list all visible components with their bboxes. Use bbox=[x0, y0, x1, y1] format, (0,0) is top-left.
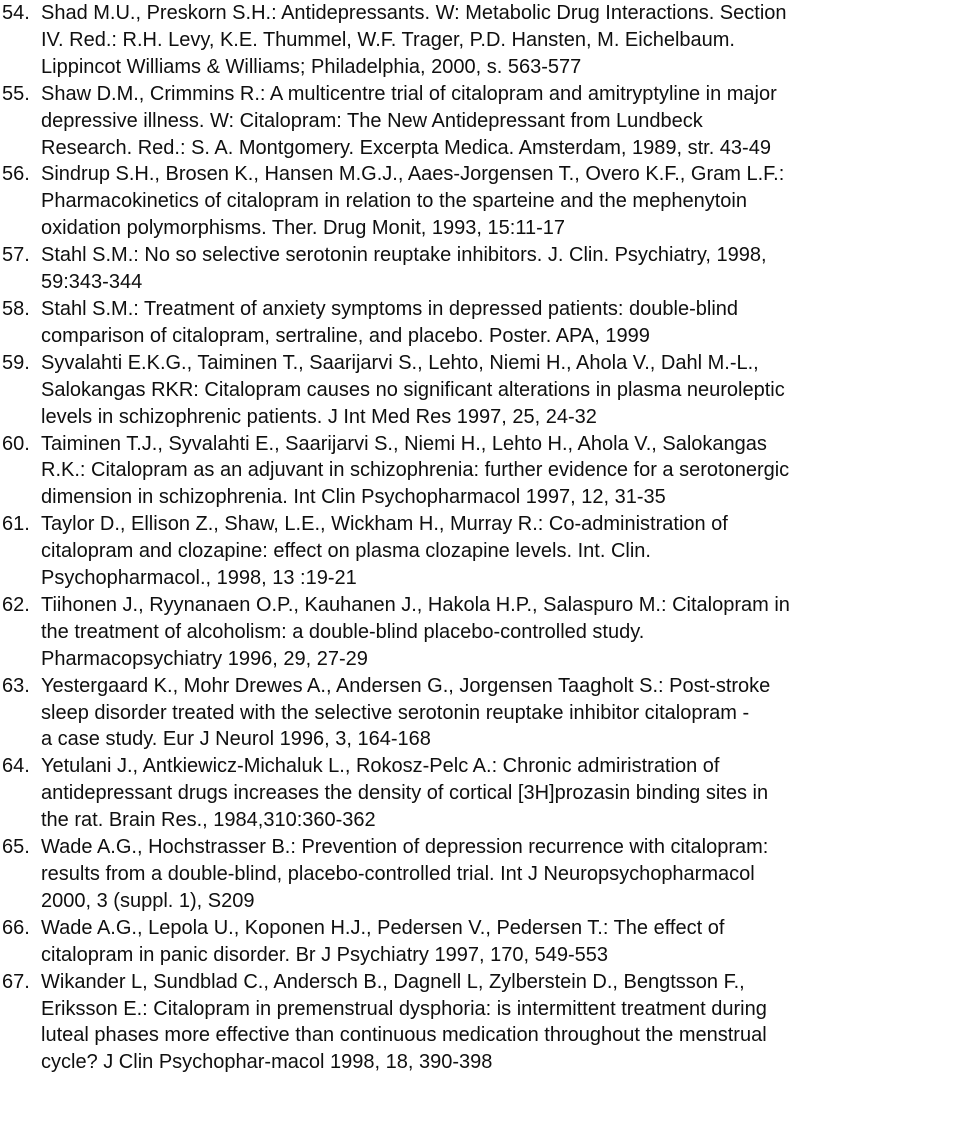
reference-text: Stahl S.M.: Treatment of anxiety symptoms in depressed patients: double-blind comparison of citalopram, sertraline, and placebo. Poster. APA, 1999 bbox=[41, 297, 739, 347]
reference-item bbox=[2, 834, 958, 915]
reference-item bbox=[2, 350, 958, 431]
document-page bbox=[2, 0, 958, 1076]
reference-item bbox=[2, 592, 958, 673]
reference-item bbox=[2, 511, 958, 592]
reference-number: 66. bbox=[2, 916, 30, 939]
reference-number: 56. bbox=[2, 163, 30, 186]
reference-item bbox=[2, 296, 958, 350]
reference-text: Syvalahti E.K.G., Taiminen T., Saarijarvi S., Lehto, Niemi H., Ahola V., Dahl M.-L., Salokangas RKR: Citalopram causes no significant alterations in plasma neuroleptic levels in schizophrenic patients. J Int Med Res 1997, 25, 24-32 bbox=[41, 351, 785, 428]
reference-text: Yestergaard K., Mohr Drewes A., Andersen G., Jorgensen Taagholt S.: Post-stroke sleep disorder treated with the selective serotonin reuptake inhibitor citalopram - a case study. Eur J Neurol 1996, 3, 164-168 bbox=[41, 674, 771, 751]
reference-number: 62. bbox=[2, 593, 30, 616]
reference-text: Stahl S.M.: No so selective serotonin reuptake inhibitors. J. Clin. Psychiatry, 1998, 59:343-344 bbox=[41, 244, 767, 294]
reference-text: Wade A.G., Hochstrasser B.: Prevention of depression recurrence with citalopram: results from a double-blind, placebo-controlled trial. Int J Neuropsychopharmacol 2000, 3 (suppl. 1), S209 bbox=[41, 836, 769, 912]
reference-text: Sindrup S.H., Brosen K., Hansen M.G.J., Aaes-Jorgensen T., Overo K.F., Gram L.F.: Pharmacokinetics of citalopram in relation to the sparteine and the mephenytoin oxidation polymorphisms. Ther. Drug Monit, 1993, 15:11-17 bbox=[41, 163, 785, 240]
reference-text: Taiminen T.J., Syvalahti E., Saarijarvi S., Niemi H., Lehto H., Ahola V., Salokangas R.K.: Citalopram as an adjuvant in schizophrenia: further evidence for a serotonergic dimension in schizophrenia. Int Clin Psychopharmacol 1997, 12, 31-35 bbox=[41, 432, 790, 509]
reference-item bbox=[2, 242, 958, 296]
reference-number: 59. bbox=[2, 351, 30, 374]
reference-text: Wikander L, Sundblad C., Andersch B., Dagnell L, Zylberstein D., Bengtsson F., Eriksson E.: Citalopram in premenstrual dysphoria: is intermittent treatment during luteal phases more effective than continuous medication throughout the menstrual cycle? J Clin Psychophar-macol 1998, 18, 390-398 bbox=[41, 970, 767, 1074]
reference-text: Shaw D.M., Crimmins R.: A multicentre trial of citalopram and amitryptyline in major depressive illness. W: Citalopram: The New Antidepressant from Lundbeck Research. Red.: S. A. Montgomery. Excerpta Medica. Amsterdam, 1989, str. 43-49 bbox=[41, 82, 777, 159]
reference-number: 60. bbox=[2, 432, 30, 455]
reference-number: 58. bbox=[2, 297, 30, 320]
reference-item bbox=[2, 753, 958, 834]
reference-text: Tiihonen J., Ryynanaen O.P., Kauhanen J., Hakola H.P., Salaspuro M.: Citalopram in the treatment of alcoholism: a double-blind placebo-controlled study. Pharmacopsychiatry 1996, 29, 27-29 bbox=[41, 593, 790, 670]
reference-text: Wade A.G., Lepola U., Koponen H.J., Pedersen V., Pedersen T.: The effect of citalopram in panic disorder. Br J Psychiatry 1997, 170, 549-553 bbox=[41, 916, 725, 966]
reference-list bbox=[2, 0, 958, 1076]
reference-text: Shad M.U., Preskorn S.H.: Antidepressants. W: Metabolic Drug Interactions. Section IV. Red.: R.H. Levy, K.E. Thummel, W.F. Trager, P.D. Hansten, M. Eichelbaum. Lippincot Williams & Williams; Philadelphia, 2000, s. 563-577 bbox=[41, 2, 787, 78]
reference-number: 65. bbox=[2, 836, 30, 859]
reference-item bbox=[2, 0, 958, 81]
reference-text: Yetulani J., Antkiewicz-Michaluk L., Rokosz-Pelc A.: Chronic admiristration of antidepressant drugs increases the density of cortical [3H]prozasin binding sites in the rat. Brain Res., 1984,310:360-362 bbox=[41, 755, 769, 832]
reference-number: 61. bbox=[2, 513, 30, 536]
reference-item bbox=[2, 673, 958, 754]
reference-text: Taylor D., Ellison Z., Shaw, L.E., Wickham H., Murray R.: Co-administration of citalopram and clozapine: effect on plasma clozapine levels. Int. Clin. Psychopharmacol., 1998, 13 :19-21 bbox=[41, 513, 728, 590]
reference-number: 57. bbox=[2, 244, 30, 267]
reference-item bbox=[2, 81, 958, 162]
reference-number: 67. bbox=[2, 970, 30, 993]
reference-item bbox=[2, 969, 958, 1077]
reference-item bbox=[2, 431, 958, 512]
reference-item bbox=[2, 161, 958, 242]
reference-number: 64. bbox=[2, 755, 30, 778]
reference-number: 54. bbox=[2, 2, 30, 24]
reference-item bbox=[2, 915, 958, 969]
reference-number: 55. bbox=[2, 82, 30, 105]
reference-number: 63. bbox=[2, 674, 30, 697]
